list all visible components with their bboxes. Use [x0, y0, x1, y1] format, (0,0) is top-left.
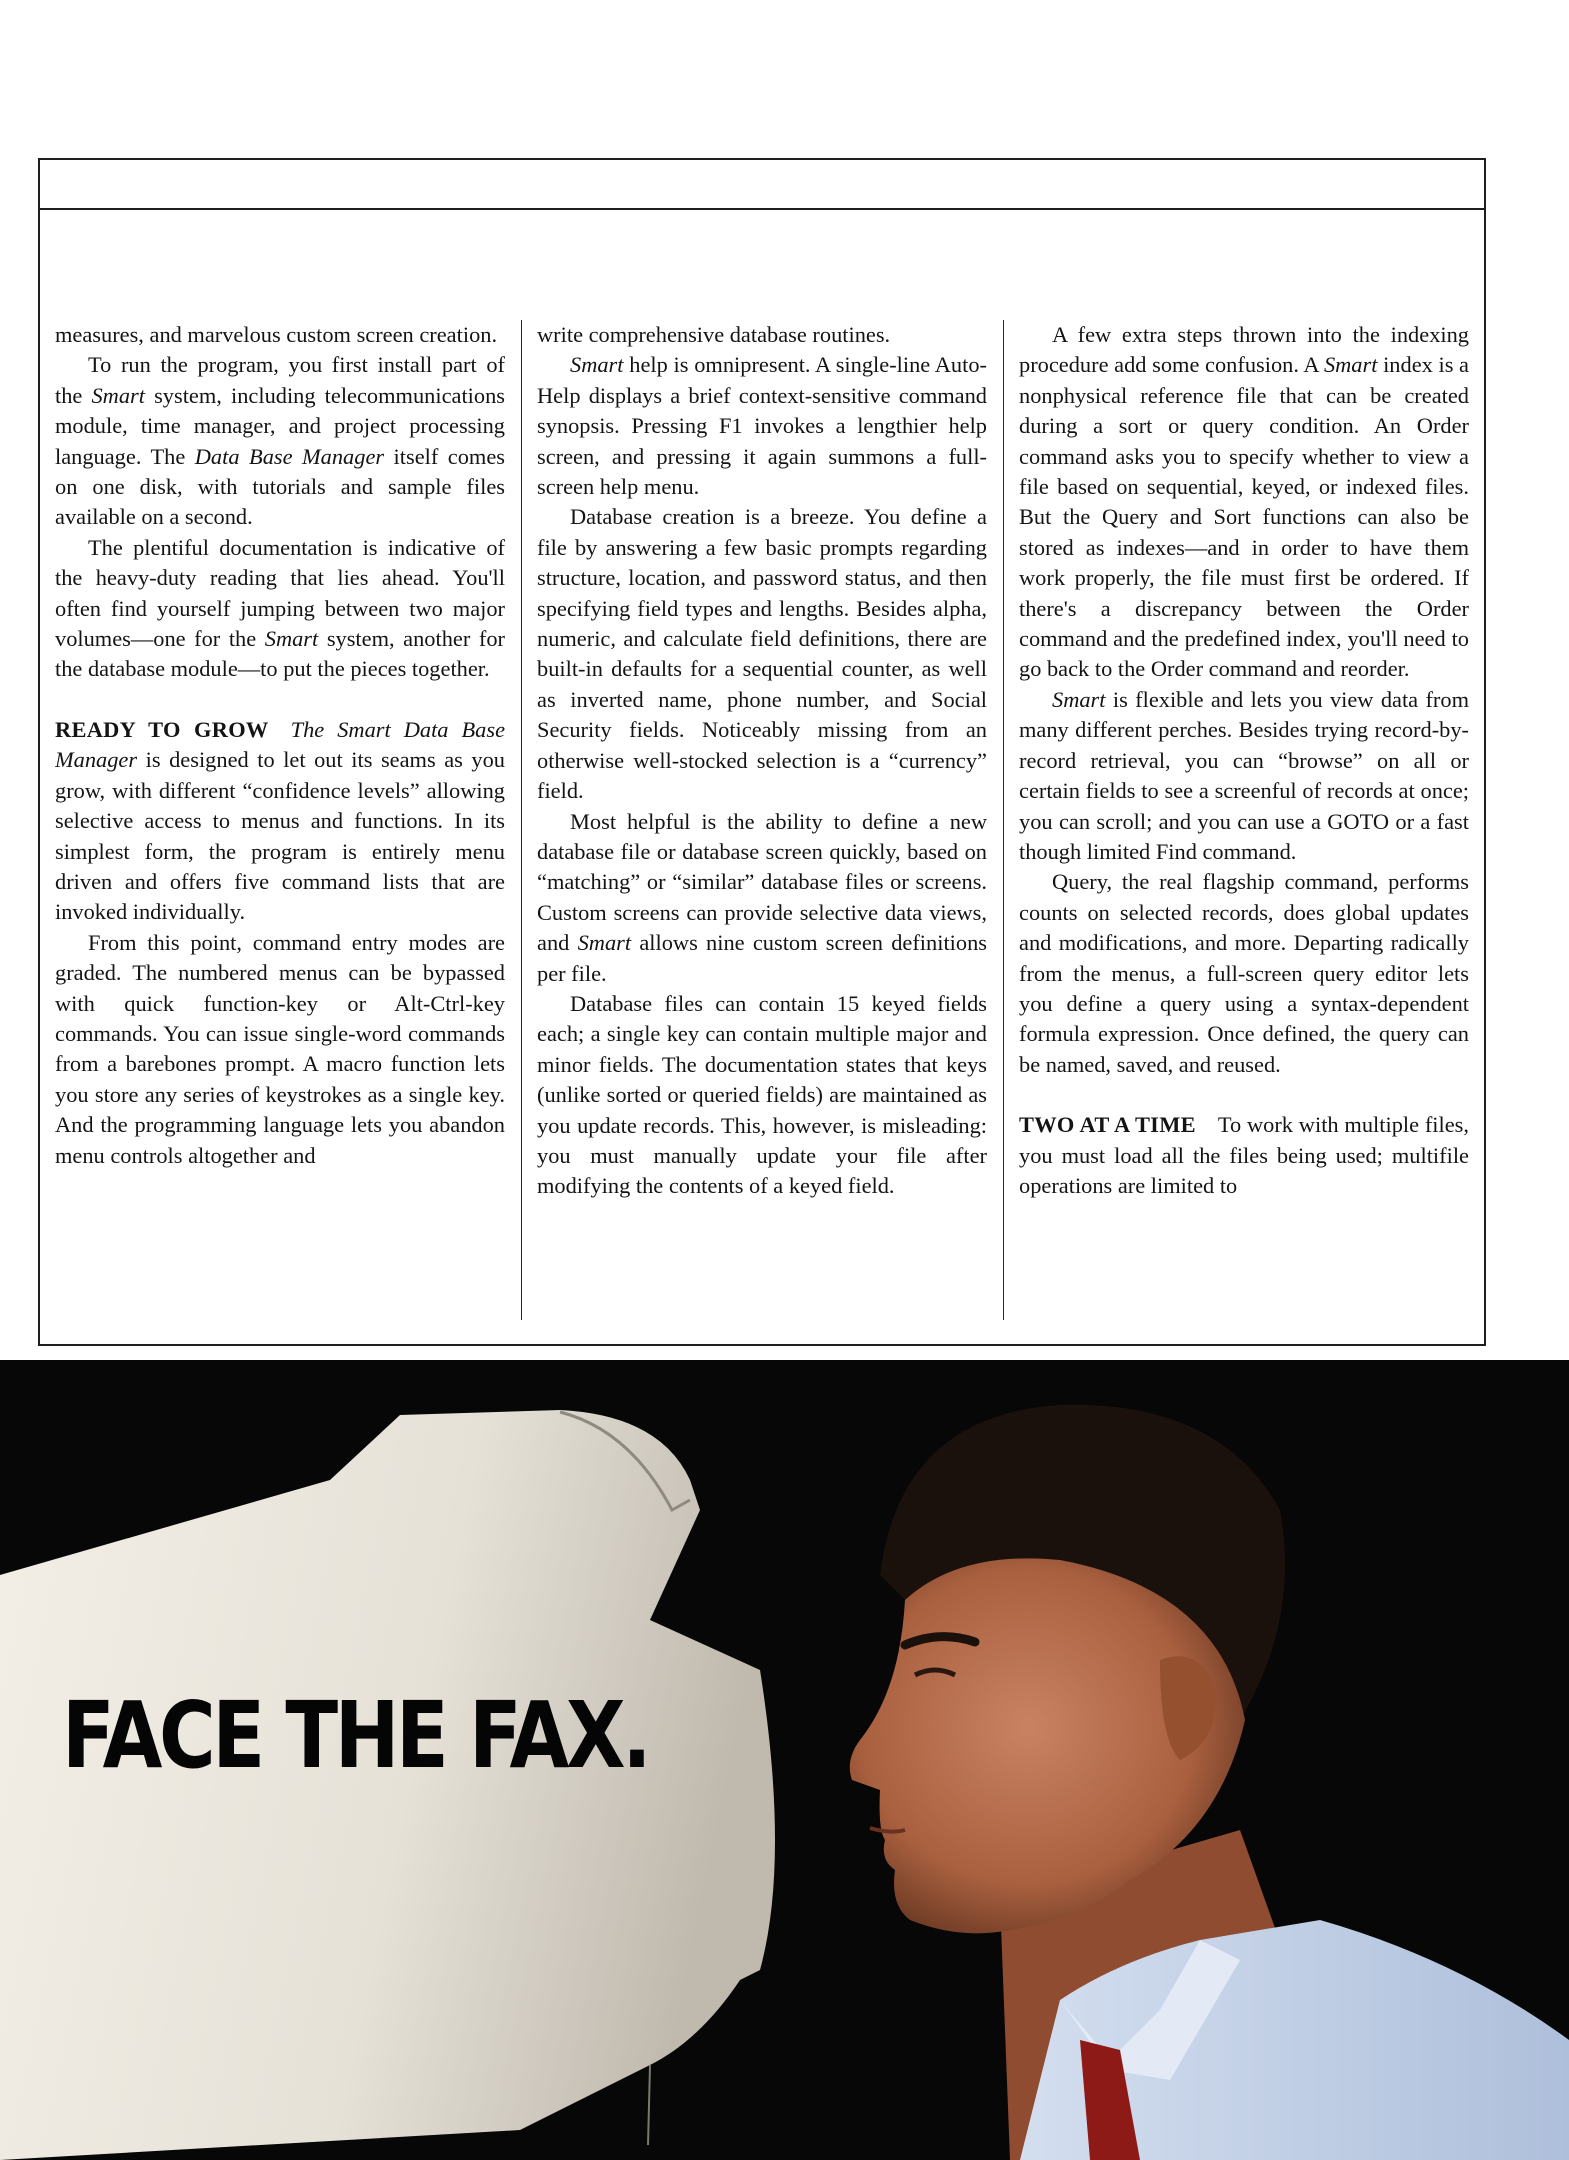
paragraph: From this point, command entry modes are graded. The numbered menus can be bypassed with quick function-key or Alt-Ctrl-key commands. You can issue single-word commands from a barebones prompt. A macro function lets you store any series of keystrokes as a single key. And the programming language lets you abandon menu controls altogether and — [55, 929, 505, 1168]
paragraph: To run the program, you first install part of the Smart system, including telecommunications module, time manager, and project processing language. The Data Base Manager itself comes on one disk, with tutorials and sample files available on a second. — [55, 352, 505, 530]
paragraph: Smart is flexible and lets you view data from many different perches. Besides trying record-by-record retrieval, you can “browse” on all or certain fields to see a screenful of records at once; you can scroll; and you can use a GOTO or a fast though limited Find command. — [1019, 686, 1469, 864]
paragraph: The plentiful documentation is indicative of the heavy-duty reading that lies ahead. You'll often find yourself jumping between two major volumes—one for the Smart system, another for the database module—to put the pieces together. — [55, 534, 505, 682]
fax-advertisement — [0, 1360, 1569, 2160]
paragraph: Most helpful is the ability to define a new database file or database screen quickly, based on “matching” or “similar” database files or screens. Custom screens can provide selective data views, and Smart allows nine custom screen definitions per file. — [537, 808, 987, 986]
paragraph: Database creation is a breeze. You define a file by answering a few basic prompts regarding structure, location, and password status, and then specifying field types and lengths. Besides alpha, numeric, and calculate field definitions, there are built-in defaults for a sequential counter, as well as inverted name, phone number, and Social Security fields. Noticeably missing from an otherwise well-stocked selection is a “currency” field. — [537, 504, 987, 804]
article-column-2 — [537, 320, 987, 1330]
paragraph: write comprehensive database routines. — [537, 322, 891, 347]
column-divider — [1003, 320, 1004, 1320]
subheading-two-at-a-time: TWO AT A TIME — [1019, 1112, 1196, 1138]
paragraph: Query, the real flagship command, performs counts on selected records, does global updates and modifications, and more. Departing radically from the menus, a full-screen query editor lets you define a query using a syntax-dependent formula expression. Once defined, the query can be named, saved, and reused. — [1019, 869, 1469, 1077]
paragraph: measures, and marvelous custom screen creation. — [55, 322, 498, 347]
subheading-ready-to-grow: READY TO GROW — [55, 716, 269, 742]
column-divider — [521, 320, 522, 1320]
paragraph: Smart help is omnipresent. A single-line Auto-Help displays a brief context-sensitive command synopsis. Pressing F1 invokes a lengthier help screen, and pressing it again summons a full-screen help menu. — [537, 352, 987, 500]
paragraph: READY TO GROW The Smart Data Base Manager is designed to let out its seams as you grow, with different “confidence levels” allowing selective access to menus and functions. In its simplest form, the program is entirely menu driven and offers five command lists that are invoked individually. — [55, 716, 505, 925]
ad-headline: FACE THE FAX. — [62, 1682, 649, 1789]
paragraph: TWO AT A TIME To work with multiple files, you must load all the files being used; multifile operations are limited to — [1019, 1112, 1469, 1198]
article-column-3 — [1019, 320, 1469, 1330]
paragraph: A few extra steps thrown into the indexing procedure add some confusion. A Smart index is a nonphysical reference file that can be created during a sort or query condition. An Order command asks you to specify whether to view a file based on sequential, keyed, or indexed files. But the Query and Sort functions can also be stored as indexes—and in order to have them work properly, the file must first be ordered. If there's a discrepancy between the Order command and the predefined index, you'll need to go back to the Order command and reorder. — [1019, 322, 1469, 682]
article-column-1 — [55, 320, 505, 1330]
paragraph: Database files can contain 15 keyed fields each; a single key can contain multiple major and minor fields. The documentation states that keys (unlike sorted or queried fields) are maintained as you update records. This, however, is misleading: you must manually update your file after modifying the contents of a keyed field. — [537, 990, 987, 1199]
header-rule — [40, 208, 1484, 210]
article-box — [38, 158, 1486, 1346]
